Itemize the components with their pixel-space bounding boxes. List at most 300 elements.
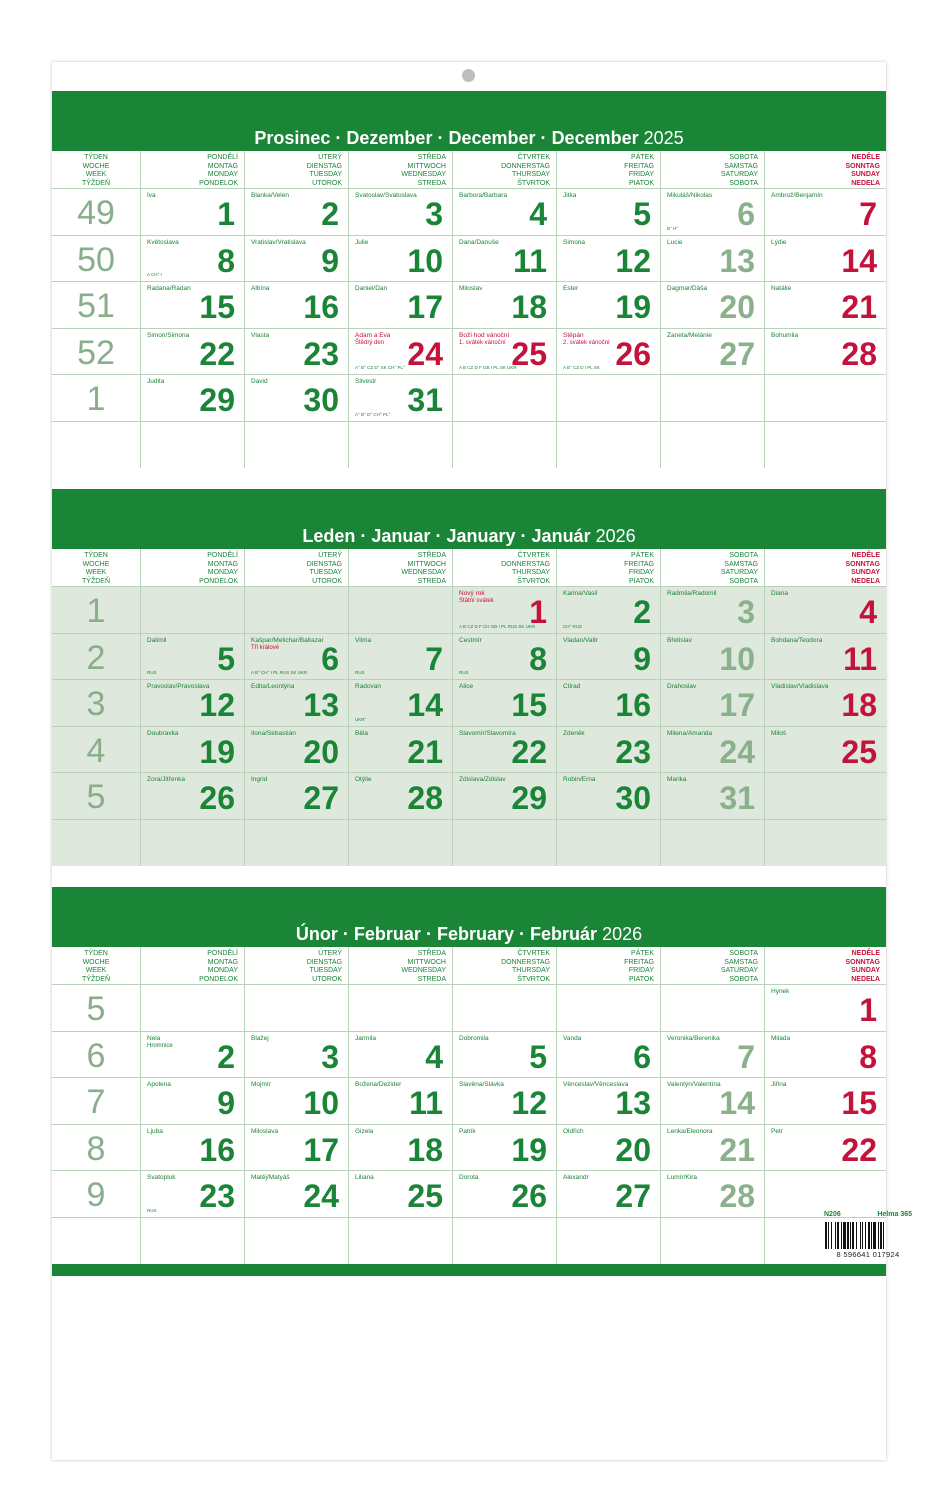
day-number: 1 (529, 594, 547, 630)
name-day: Simona (563, 238, 586, 246)
day-cell (764, 189, 886, 235)
day-cell (244, 634, 348, 680)
day-number: 11 (513, 242, 547, 279)
day-number: 22 (199, 335, 235, 372)
week-number: 4 (86, 731, 106, 770)
day-number: 4 (529, 196, 547, 232)
day-column-header (244, 947, 348, 985)
week-number-empty (52, 422, 140, 469)
day-header-label: WEDNESDAY (401, 569, 446, 576)
name-day: Jiřina (771, 1081, 787, 1088)
day-header-label: FRIDAY (628, 967, 654, 974)
day-number: 31 (407, 382, 443, 418)
weekday-header (52, 151, 886, 189)
day-number: 2 (321, 196, 339, 232)
day-header-label: SUNDAY (851, 569, 880, 576)
name-day: Alice (459, 683, 474, 690)
day-header-label: SOBOTA (729, 552, 758, 559)
day-cell (660, 773, 764, 819)
day-cell (556, 189, 660, 235)
name-day: Svatopluk (147, 1174, 176, 1181)
week-header-label: TÝDEN (84, 552, 108, 559)
day-cell (348, 189, 452, 235)
day-header-label: SOBOTA (729, 950, 758, 957)
day-header-label: WEDNESDAY (401, 967, 446, 974)
day-cell-empty (764, 422, 886, 469)
day-header-label: FRIDAY (628, 569, 654, 576)
month-title-part: December (448, 128, 536, 148)
month-title-separator: · (540, 128, 547, 148)
day-number: 28 (719, 1178, 755, 1214)
day-cell (140, 236, 244, 282)
day-cell (140, 189, 244, 235)
day-header-label: THURSDAY (512, 967, 550, 974)
barcode-bar (883, 1222, 884, 1249)
day-number: 21 (407, 733, 443, 770)
day-header-label: MITTWOCH (407, 560, 446, 568)
name-day: Čestmír (459, 636, 482, 644)
month-title-separator: · (360, 526, 367, 546)
name-day: Vratislav/Vratislava (251, 238, 306, 246)
week-number: 6 (86, 1036, 106, 1075)
day-note: Hromnice (147, 1042, 173, 1049)
day-cell (556, 1125, 660, 1171)
day-header-label: PÁTEK (631, 552, 654, 559)
day-header-label: PONDELOK (199, 179, 238, 187)
day-header-label: MITTWOCH (407, 162, 446, 170)
empty-week-row (52, 820, 886, 867)
day-column-header (348, 549, 452, 587)
day-cell (556, 1032, 660, 1078)
day-column-header (556, 947, 660, 985)
day-header-label: SOBOTA (729, 577, 758, 585)
day-cell (348, 680, 452, 726)
name-day: Dorota (459, 1174, 479, 1181)
country-holiday-tags: A CH° I (147, 272, 162, 277)
day-header-label: MONTAG (207, 162, 238, 170)
day-cell-empty (348, 820, 452, 867)
name-day: Šimon/Šimona (147, 331, 190, 339)
day-column-header (660, 549, 764, 587)
day-cell (244, 1032, 348, 1078)
barcode-bar (862, 1222, 863, 1249)
name-day: Hynek (771, 988, 790, 995)
day-cell (348, 375, 452, 421)
day-number: 8 (859, 1038, 877, 1075)
day-number: 27 (719, 335, 755, 372)
week-column-header (52, 151, 140, 189)
barcode-bar (835, 1222, 836, 1249)
name-day: Julie (355, 238, 369, 246)
day-header-label: WEDNESDAY (401, 171, 446, 178)
week-header-label: TÝDEN (84, 950, 108, 957)
day-number: 19 (615, 289, 651, 325)
name-day: Jitka (563, 192, 577, 199)
day-number: 29 (199, 382, 235, 418)
day-cell-empty (452, 820, 556, 867)
day-number: 7 (737, 1038, 755, 1075)
day-number: 19 (511, 1131, 547, 1168)
day-header-label: MONTAG (207, 958, 238, 966)
day-header-label: ČTVRTEK (517, 552, 550, 559)
day-cell-empty (244, 1218, 348, 1265)
day-number: 13 (615, 1085, 651, 1121)
week-column-header (52, 947, 140, 985)
day-cell-empty (556, 1218, 660, 1265)
week-number-empty (52, 1218, 140, 1265)
day-cell (140, 773, 244, 819)
name-day: Barbora/Barbara (459, 192, 508, 199)
name-day: Iva (147, 192, 156, 199)
day-header-label: FREITAG (624, 560, 654, 568)
day-column-header (348, 151, 452, 189)
day-cell (244, 189, 348, 235)
day-header-label: SOBOTA (729, 179, 758, 187)
name-day: Dagmar/Dáša (667, 285, 708, 292)
day-header-label: PÁTEK (631, 154, 654, 161)
barcode-bar (831, 1222, 832, 1249)
day-cell (556, 727, 660, 773)
month-grid (52, 151, 886, 468)
day-cell (348, 282, 452, 328)
day-header-label: NEDĚLE (851, 552, 880, 559)
product-code: N206 (824, 1211, 841, 1218)
barcode-bar (865, 1222, 866, 1249)
day-header-label: NEDEĽA (851, 975, 880, 983)
name-day: Miloš (771, 729, 787, 737)
day-header-label: ÚTERÝ (318, 950, 342, 957)
day-cell (452, 985, 556, 1031)
barcode-bar (852, 1222, 854, 1249)
day-number: 28 (407, 780, 443, 816)
day-header-label: MONDAY (207, 967, 238, 974)
day-number: 11 (843, 640, 877, 677)
week-number-empty (52, 820, 140, 867)
day-number: 25 (841, 733, 877, 770)
week-number: 52 (77, 333, 115, 372)
week-header-label: TÝŽDEŇ (82, 577, 110, 585)
day-number: 13 (303, 687, 339, 723)
day-cell (244, 329, 348, 375)
holiday-note: Štědrý den (355, 339, 385, 346)
day-column-header (348, 947, 452, 985)
day-number: 17 (719, 687, 755, 723)
day-number: 26 (199, 780, 235, 816)
month-header-band (52, 887, 886, 947)
day-column-header (764, 549, 886, 587)
day-cell (764, 329, 886, 375)
day-number: 2 (633, 594, 651, 630)
day-header-label: PONDELOK (199, 577, 238, 585)
day-cell-empty (140, 1218, 244, 1265)
name-day: Lýdie (771, 238, 787, 246)
country-holiday-tags: RUS (459, 670, 469, 675)
day-header-label: DONNERSTAG (501, 162, 550, 170)
country-holiday-tags: A B CZ D F GB I PL SK UKR (459, 365, 517, 370)
day-column-header (764, 947, 886, 985)
day-column-header (556, 151, 660, 189)
day-column-header (660, 947, 764, 985)
day-header-label: TUESDAY (309, 569, 342, 576)
name-day: Marika (667, 776, 687, 783)
country-holiday-tags: A B° CH° I PL RUS SK UKR (251, 670, 308, 675)
day-number: 31 (719, 780, 755, 816)
name-day: Žaneta/Melánie (667, 331, 712, 339)
day-cell (140, 634, 244, 680)
day-number: 14 (841, 242, 877, 279)
name-day: Dobromila (459, 1034, 489, 1042)
day-header-label: SUNDAY (851, 171, 880, 178)
name-day: Lucie (667, 238, 683, 246)
day-number: 27 (615, 1178, 651, 1214)
name-day: Veronika/Berenika (667, 1034, 720, 1042)
month-title-part: Prosinec (254, 128, 331, 148)
day-cell (348, 1078, 452, 1124)
day-cell (660, 634, 764, 680)
day-header-label: UTOROK (312, 179, 342, 187)
day-number: 22 (841, 1131, 877, 1168)
day-number: 16 (615, 687, 651, 723)
name-day: Edita/Leontýna (251, 683, 295, 690)
day-cell-empty (452, 422, 556, 469)
day-cell (348, 634, 452, 680)
week-header-label: WEEK (85, 967, 107, 974)
month-title-part: December (551, 128, 639, 148)
day-header-label: THURSDAY (512, 171, 550, 178)
name-day: Radovan (355, 683, 382, 690)
name-day: Valentýn/Valentína (667, 1081, 721, 1088)
day-cell (660, 1032, 764, 1078)
month-year: 2026 (602, 924, 643, 944)
day-header-label: TUESDAY (309, 967, 342, 974)
name-day: Kašpar/Melichar/Baltazar (251, 636, 324, 644)
day-cell (660, 727, 764, 773)
day-number: 25 (407, 1178, 443, 1214)
name-day: Radmila/Radomil (667, 590, 717, 597)
day-cell (140, 375, 244, 421)
month-block (52, 887, 886, 1264)
country-holiday-tags: UKR° (355, 716, 367, 722)
week-row (52, 329, 886, 376)
name-day: Slavomír/Slavomíra (459, 729, 516, 737)
week-number: 2 (86, 638, 106, 677)
day-cell (348, 1171, 452, 1217)
day-cell (556, 634, 660, 680)
day-header-label: PIATOK (628, 179, 654, 187)
month-title-part: Február (530, 924, 598, 944)
name-day: Apolena (147, 1081, 171, 1088)
day-number: 21 (841, 289, 877, 325)
day-number: 26 (511, 1178, 547, 1214)
day-number: 30 (615, 780, 651, 816)
day-number: 7 (859, 196, 877, 232)
week-number: 50 (77, 240, 115, 279)
month-title-separator: · (520, 526, 527, 546)
day-header-label: PONDĚLÍ (207, 950, 238, 957)
day-header-label: SAMSTAG (724, 162, 758, 170)
month-title-part: Februar (353, 924, 421, 944)
day-number: 8 (217, 242, 235, 279)
week-header-label: WEEK (85, 171, 107, 178)
day-cell-empty (660, 820, 764, 867)
name-day: Vilma (355, 636, 372, 644)
day-cell-empty (244, 820, 348, 867)
week-number: 5 (86, 778, 106, 816)
day-cell (764, 375, 886, 421)
week-number: 7 (86, 1083, 106, 1121)
day-number: 7 (425, 640, 443, 677)
day-cell (452, 1171, 556, 1217)
day-number: 1 (217, 196, 235, 232)
day-cell (452, 773, 556, 819)
country-holiday-tags: A° B° CZ D° SK CH° PL° (355, 365, 405, 370)
brand-logo: Helma 365 (877, 1211, 912, 1218)
week-number: 1 (86, 592, 106, 630)
day-cell (764, 680, 886, 726)
name-day: Bohumila (771, 331, 799, 339)
month-year: 2025 (643, 128, 684, 148)
month-title (52, 924, 886, 945)
day-cell (660, 329, 764, 375)
day-number: 20 (615, 1131, 651, 1168)
day-column-header (140, 549, 244, 587)
name-day: Otýlie (355, 776, 372, 783)
day-cell (764, 1125, 886, 1171)
day-cell (452, 236, 556, 282)
day-number: 15 (841, 1085, 877, 1121)
day-header-label: SATURDAY (720, 967, 758, 974)
name-day: Lumír/Kira (667, 1174, 697, 1181)
name-day: Albína (251, 285, 270, 292)
day-cell (348, 727, 452, 773)
week-row (52, 1032, 886, 1079)
day-header-label: SOBOTA (729, 975, 758, 983)
day-header-label: ŠTVRTOK (517, 577, 550, 585)
day-header-label: FREITAG (624, 162, 654, 170)
day-cell (556, 587, 660, 633)
month-title-separator: · (519, 924, 526, 944)
day-cell (556, 282, 660, 328)
day-cell (660, 587, 764, 633)
name-day: Lenka/Eleonora (667, 1127, 713, 1135)
holiday-note: 2. svátek vánoční (563, 339, 610, 346)
day-header-label: PONDELOK (199, 975, 238, 983)
day-number: 15 (511, 687, 547, 723)
day-header-label: PIATOK (628, 577, 654, 585)
day-number: 17 (407, 289, 443, 325)
day-header-label: TUESDAY (309, 171, 342, 178)
barcode-bar (837, 1222, 839, 1249)
day-header-label: DONNERSTAG (501, 958, 550, 966)
day-cell (764, 236, 886, 282)
product-barcode (824, 1211, 912, 1261)
day-header-label: ČTVRTEK (517, 154, 550, 161)
day-cell (660, 375, 764, 421)
month-title (52, 128, 886, 149)
name-day: Zdislava/Zdislav (459, 776, 506, 783)
day-cell (244, 773, 348, 819)
week-header-label: WOCHE (82, 560, 110, 568)
day-header-label: SUNDAY (851, 967, 880, 974)
holiday-note: Státní svátek (459, 598, 494, 604)
hanging-hole (462, 69, 475, 82)
day-cell-empty (556, 820, 660, 867)
day-cell (140, 985, 244, 1031)
day-header-label: DIENSTAG (306, 162, 342, 170)
day-cell-empty (140, 820, 244, 867)
day-cell (660, 1078, 764, 1124)
barcode-bar (868, 1222, 870, 1249)
day-header-label: ŠTVRTOK (517, 975, 550, 983)
barcode-number: 8 596641 017924 (836, 1250, 900, 1259)
name-day: Dana/Danuše (459, 238, 499, 246)
day-cell (660, 282, 764, 328)
day-column-header (140, 947, 244, 985)
day-cell-empty (660, 1218, 764, 1265)
day-cell (556, 236, 660, 282)
day-number: 4 (425, 1038, 443, 1075)
day-cell (140, 329, 244, 375)
name-day: David (251, 378, 268, 385)
name-day: Boží hod vánoční (459, 331, 510, 339)
name-day: Blažej (251, 1034, 269, 1042)
name-day: Drahoslav (667, 683, 697, 690)
day-header-label: UTOROK (312, 577, 342, 585)
day-number: 28 (841, 335, 877, 372)
day-cell (764, 1171, 886, 1217)
day-header-label: STŘEDA (417, 950, 446, 957)
day-cell (452, 1125, 556, 1171)
day-number: 5 (633, 196, 651, 232)
day-cell (348, 236, 452, 282)
name-day: Liliana (355, 1174, 374, 1181)
name-day: Štěpán (563, 331, 584, 339)
day-cell (140, 282, 244, 328)
day-header-label: ŠTVRTOK (517, 179, 550, 187)
day-number: 3 (425, 196, 443, 232)
month-year: 2026 (595, 526, 636, 546)
day-header-label: NEDĚLE (851, 154, 880, 161)
day-header-label: MITTWOCH (407, 958, 446, 966)
day-cell (452, 680, 556, 726)
name-day: Jarmila (355, 1034, 376, 1042)
day-cell (660, 985, 764, 1031)
day-cell (244, 985, 348, 1031)
day-header-label: DIENSTAG (306, 560, 342, 568)
day-number: 3 (321, 1038, 339, 1075)
day-cell (452, 587, 556, 633)
week-row (52, 773, 886, 820)
name-day: Ambrož/Benjamín (771, 192, 823, 199)
day-number: 6 (321, 640, 339, 677)
day-cell (556, 329, 660, 375)
day-cell-empty (660, 422, 764, 469)
month-title (52, 526, 886, 547)
holiday-note: Tři králové (251, 644, 280, 651)
day-number: 8 (529, 640, 547, 677)
day-number: 15 (199, 289, 235, 325)
day-cell (244, 680, 348, 726)
name-day: Ljuba (147, 1127, 163, 1135)
day-number: 6 (737, 196, 755, 232)
name-day: Věnceslav/Věnceslava (563, 1081, 629, 1088)
day-cell (764, 985, 886, 1031)
week-header-label: WEEK (85, 569, 107, 576)
name-day: Radana/Radan (147, 285, 191, 292)
day-cell-empty (452, 1218, 556, 1265)
day-number: 10 (407, 242, 443, 279)
name-day: Doubravka (147, 729, 179, 737)
